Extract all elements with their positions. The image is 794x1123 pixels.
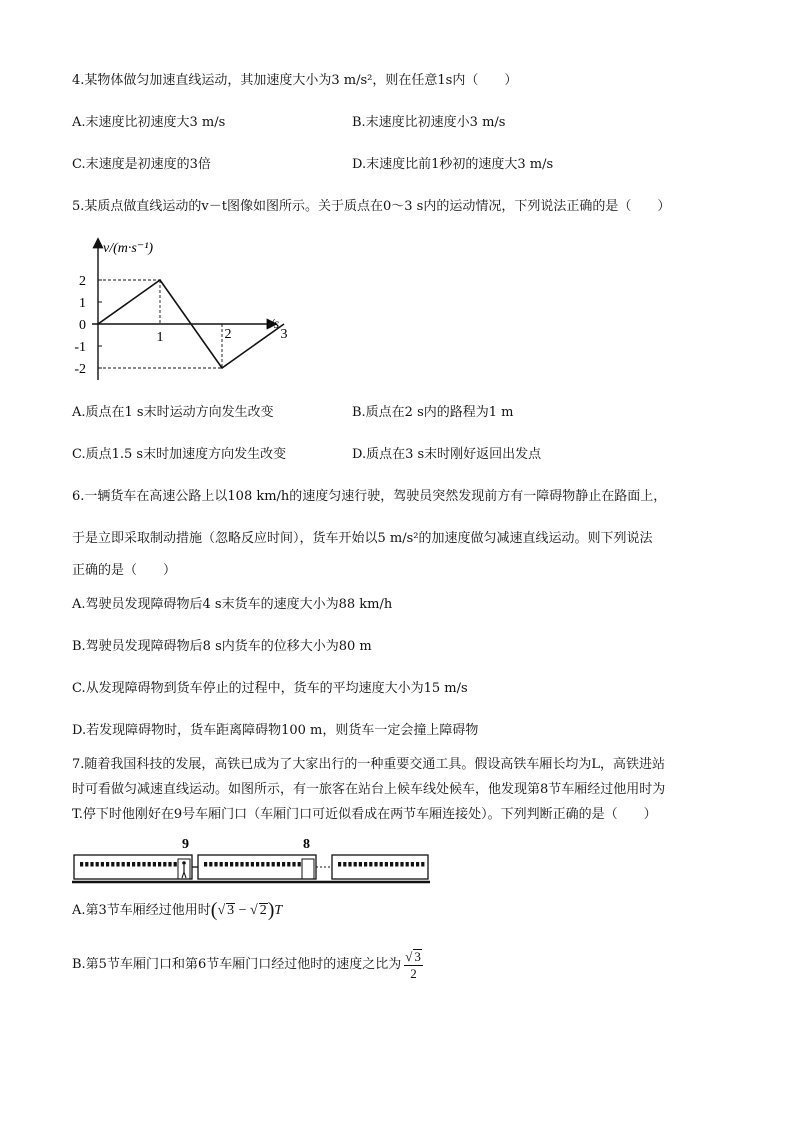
train-window <box>277 862 280 867</box>
train-window <box>235 862 238 867</box>
train-window <box>374 862 377 867</box>
q4-option-b: B.末速度比初速度小3 m/s <box>352 115 506 130</box>
q6-option-a: A.驾驶员发现障碍物后4 s末货车的速度大小为88 km/h <box>72 597 393 612</box>
vt-graph <box>70 232 300 387</box>
train-window <box>287 862 290 867</box>
q5-stem: 5.某质点做直线运动的v－t图像如图所示。关于质点在0～3 s内的运动情况，下列说法正确的是（ ） <box>72 199 671 214</box>
train-window <box>111 862 114 867</box>
train-window <box>343 862 346 867</box>
train-window <box>261 862 264 867</box>
x-tick-label: 2 <box>224 327 232 342</box>
train-window <box>106 862 109 867</box>
train-window <box>153 862 156 867</box>
q7-stem-line1: 7.随着我国科技的发展，高铁已成为了大家出行的一种重要交通工具。假设高铁车厢长均为L，高铁进站 <box>72 757 666 772</box>
train-window <box>246 862 249 867</box>
train-window <box>338 862 341 867</box>
train-window <box>298 862 301 867</box>
train-window <box>96 862 99 867</box>
train-car-right <box>332 855 428 879</box>
q5-option-a: A.质点在1 s末时运动方向发生改变 <box>72 405 274 420</box>
train-window <box>292 862 295 867</box>
q7-option-a: A.第3节车厢经过他用时(√ 3 − √ 2)T <box>72 899 283 921</box>
train-window <box>85 862 88 867</box>
y-tick-label: -2 <box>74 362 86 377</box>
train-window <box>142 862 145 867</box>
q7-option-a-T: T <box>274 903 283 918</box>
y-tick-label: 1 <box>79 296 86 311</box>
y-axis-label: v/(m·s⁻¹) <box>103 241 154 256</box>
train-window <box>209 862 212 867</box>
train-window <box>421 862 424 867</box>
train-window <box>214 862 217 867</box>
train-window <box>266 862 269 867</box>
train-window <box>348 862 351 867</box>
train-car-left <box>74 855 192 879</box>
q6-stem-line1: 6.一辆货车在高速公路上以108 km/h的速度匀速行驶，驾驶员突然发现前方有一障碍物静止在路面上， <box>72 489 667 504</box>
q4-option-c: C.末速度是初速度的3倍 <box>72 157 211 172</box>
car-label-9: 9 <box>182 837 189 852</box>
x-tick-label: 1 <box>156 330 164 345</box>
train-window <box>148 862 151 867</box>
q6-option-b: B.驾驶员发现障碍物后8 s内货车的位移大小为80 m <box>72 639 372 654</box>
train-window <box>272 862 275 867</box>
y-tick-label: 0 <box>79 318 86 333</box>
train-window <box>385 862 388 867</box>
q7-option-a-sqrt2: 2 <box>259 903 267 918</box>
q4-option-d: D.末速度比前1秒初的速度大3 m/s <box>352 157 554 172</box>
train-window <box>116 862 119 867</box>
x-axis-label: t/s <box>266 317 280 332</box>
q5-option-d: D.质点在3 s末时刚好返回出发点 <box>352 447 542 462</box>
passenger-icon <box>182 861 186 878</box>
train-window <box>369 862 372 867</box>
train-window <box>364 862 367 867</box>
train-window <box>251 862 254 867</box>
train-window <box>137 862 140 867</box>
train-window <box>101 862 104 867</box>
q6-option-d: D.若发现障碍物时，货车距离障碍物100 m，则货车一定会撞上障碍物 <box>72 723 479 738</box>
x-tick-label: 3 <box>280 327 288 342</box>
train-window <box>90 862 93 867</box>
q4-stem: 4.某物体做匀加速直线运动，其加速度大小为3 m/s²，则在任意1s内（ ） <box>72 73 518 88</box>
train-window <box>411 862 414 867</box>
train-window <box>416 862 419 867</box>
train-window <box>80 862 83 867</box>
train-window <box>132 862 135 867</box>
train-window <box>390 862 393 867</box>
q7-option-b-text: B.第5节车厢门口和第6节车厢门口经过他时的速度之比为 <box>72 957 402 972</box>
y-tick-label: -1 <box>74 340 86 355</box>
q7-option-b <box>72 948 423 982</box>
train-window <box>204 862 207 867</box>
q7-option-a-sqrt3: 3 <box>227 903 235 918</box>
train-window <box>359 862 362 867</box>
train-window <box>225 862 228 867</box>
q5-option-c: C.质点1.5 s末时加速度方向发生改变 <box>72 447 287 462</box>
q6-stem-line2: 于是立即采取制动措施（忽略反应时间），货车开始以5 m/s²的加速度做匀减速直线运动。则下列说法 <box>72 531 653 546</box>
door-8 <box>302 859 314 879</box>
q6-option-c: C.从发现障碍物到货车停止的过程中，货车的平均速度大小为15 m/s <box>72 681 468 696</box>
train-window <box>400 862 403 867</box>
car-label-8: 8 <box>303 837 310 852</box>
q7-stem-line2: 时可看做匀减速直线运动。如图所示，有一旅客在站台上候车线处候车，他发现第8节车厢经过他用时为 <box>72 782 666 797</box>
q5-option-b: B.质点在2 s内的路程为1 m <box>352 405 514 420</box>
train-window <box>395 862 398 867</box>
train-window <box>380 862 383 867</box>
q7-option-b-fraction: $\frac{√ 3}{2}$ <box>405 948 421 981</box>
train-window <box>158 862 161 867</box>
train-window <box>127 862 130 867</box>
train-window <box>282 862 285 867</box>
train-car-middle <box>198 855 316 879</box>
train-diagram <box>70 834 432 888</box>
q7-option-a-text: A.第3节车厢经过他用时 <box>72 903 211 918</box>
train-window <box>174 862 177 867</box>
q7-stem-line3: T.停下时他刚好在9号车厢门口（车厢门口可近似看成在两节车厢连接处）。下列判断正确的是（ ） <box>72 807 657 822</box>
train-window <box>354 862 357 867</box>
q4-option-a: A.末速度比初速度大3 m/s <box>72 115 226 130</box>
train-window <box>240 862 243 867</box>
train-window <box>220 862 223 867</box>
train-window <box>168 862 171 867</box>
train-window <box>122 862 125 867</box>
train-window <box>256 862 259 867</box>
train-window <box>230 862 233 867</box>
train-window <box>163 862 166 867</box>
train-window <box>406 862 409 867</box>
y-tick-label: 2 <box>79 274 86 289</box>
q6-stem-line3: 正确的是（ ） <box>72 563 177 578</box>
